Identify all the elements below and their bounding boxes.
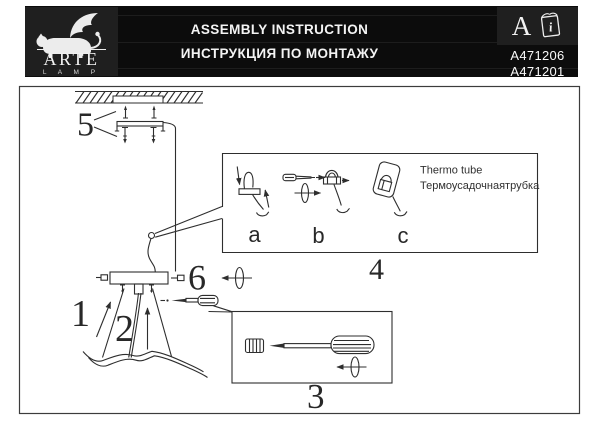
product-code-2: A471201 bbox=[510, 64, 565, 79]
step-1-arrow bbox=[97, 302, 111, 337]
thermo-tube-label-ru: Термоусадочнаятрубка bbox=[420, 180, 540, 192]
step-1-label: 1 bbox=[71, 293, 90, 335]
brand-name: ARTE bbox=[43, 49, 100, 69]
ceiling-recess bbox=[113, 96, 163, 103]
step-6 bbox=[188, 258, 252, 298]
step-5-label: 5 bbox=[77, 106, 94, 144]
step-6-label: 6 bbox=[188, 257, 206, 298]
part-c-label: c bbox=[397, 223, 409, 248]
tool-box-3 bbox=[232, 312, 392, 384]
product-code-1: A471206 bbox=[510, 48, 565, 63]
bracket-screws-top bbox=[123, 106, 157, 119]
part-b-label: b bbox=[312, 223, 325, 248]
box4-callout bbox=[155, 207, 222, 238]
part-a-label: a bbox=[248, 222, 261, 247]
step-5 bbox=[77, 107, 117, 144]
bracket-screws-bottom bbox=[122, 128, 157, 144]
step-5-callout bbox=[94, 112, 117, 137]
hanger-leader-line bbox=[163, 123, 176, 272]
shade-rim-wave bbox=[83, 351, 204, 372]
step-3-label: 3 bbox=[307, 377, 325, 416]
canopy-screw-left bbox=[101, 275, 108, 280]
wing-nut-icon bbox=[337, 357, 367, 377]
brand-sub: L A M P bbox=[42, 69, 101, 76]
detail-box-4 bbox=[223, 154, 541, 253]
canopy-screw-right bbox=[178, 275, 185, 280]
manual-letter: A bbox=[511, 10, 532, 41]
step-2 bbox=[115, 308, 148, 350]
box3-callout bbox=[209, 306, 233, 312]
step-1 bbox=[71, 293, 111, 337]
connector-step-a bbox=[237, 167, 269, 216]
connector-step-c-thermo-tube bbox=[372, 161, 407, 216]
title-ru: ИНСТРУКЦИЯ ПО МОНТАЖУ bbox=[180, 46, 379, 61]
step-4-label: 4 bbox=[369, 253, 384, 286]
canopy bbox=[96, 272, 184, 294]
title-en: ASSEMBLY INSTRUCTION bbox=[190, 22, 369, 37]
ceiling bbox=[75, 92, 203, 104]
side-screw bbox=[161, 299, 169, 301]
screwdriver-icon bbox=[270, 336, 375, 354]
page-border bbox=[20, 87, 580, 414]
wing-nut-icon bbox=[222, 268, 252, 289]
connector-step-b bbox=[283, 170, 350, 212]
step-2-label: 2 bbox=[115, 308, 134, 350]
svg-text:i: i bbox=[548, 19, 554, 35]
canopy-socket bbox=[135, 284, 144, 294]
mounting-bracket bbox=[115, 122, 165, 132]
threaded-nipple bbox=[246, 339, 264, 353]
thermo-tube-label-en: Thermo tube bbox=[420, 164, 483, 177]
suspension-hook bbox=[148, 233, 155, 272]
